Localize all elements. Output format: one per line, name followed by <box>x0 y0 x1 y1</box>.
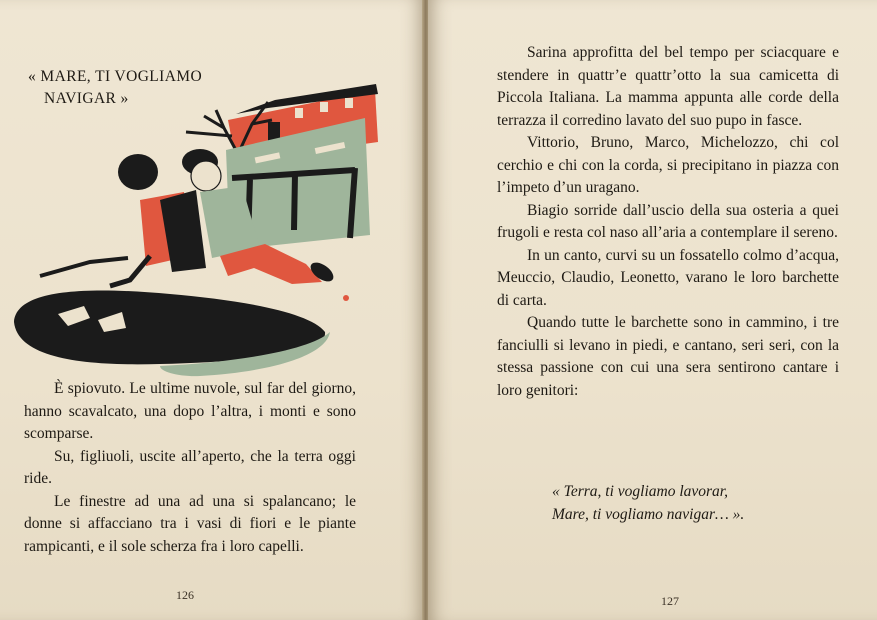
left-page <box>0 0 424 620</box>
paragraph: Biagio sorride dall’uscio della sua osteria a quei frugoli e resta col naso all’aria a contemplare il sereno. <box>497 201 839 241</box>
paragraph: Le finestre ad una ad una si spalancano; le donne si affacciano tra i vasi di fiori e le piante rampicanti, e il sole scherza fra i loro capelli. <box>24 492 356 555</box>
paragraph: È spiovuto. Le ultime nuvole, sul far del giorno, hanno scavalcato, una dopo l’altra, i monti e sono scomparse. <box>24 380 356 442</box>
paragraph: Sarina approfitta del bel tempo per sciacquare e stendere in quattr’e quattr’otto la sua camicetta di Piccola Italiana. La mamma appunta alle corde della terrazza il corredino lavato del suo pupo in fasce. <box>497 44 839 129</box>
paragraph: In un canto, curvi su un fossatello colmo d’acqua, Meuccio, Claudio, Leonetto, varano le loro barchette di carta. <box>497 246 839 309</box>
verse-line-1: « Terra, ti vogliamo lavorar, <box>552 483 728 500</box>
paragraph: Quando tutte le barchette sono in cammino, i tre fanciulli si levano in piedi, e cantano, seri seri, con la stessa passione con cui una sera sentirono cantare i loro genitori: <box>497 314 839 399</box>
right-page-text <box>497 42 839 402</box>
page-number-left: 126 <box>176 588 194 602</box>
paragraph: Su, figliuoli, uscite all’aperto, che la terra oggi ride. <box>24 447 356 487</box>
page-number-right: 127 <box>661 594 679 608</box>
chapter-title-line-2: NAVIGAR » <box>44 90 129 107</box>
verse-line-2: Mare, ti vogliamo navigar… ». <box>552 505 745 523</box>
chapter-title-line-1: « MARE, TI VOGLIAMO <box>28 68 203 85</box>
building-window-1 <box>295 108 303 118</box>
red-dot <box>343 295 349 301</box>
building-window-3 <box>345 98 353 108</box>
child2-face <box>191 161 221 191</box>
ground-stroke <box>40 258 128 276</box>
children-boats-illustration <box>10 80 390 380</box>
paragraph: Vittorio, Bruno, Marco, Michelozzo, chi col cerchio e chi con la corda, si precipitano in piazza con l’impeto d’un uragano. <box>497 134 839 196</box>
child1-hat <box>118 154 158 190</box>
left-page-text <box>24 378 356 558</box>
verse-quote <box>552 481 852 526</box>
building-window-2 <box>320 102 328 112</box>
